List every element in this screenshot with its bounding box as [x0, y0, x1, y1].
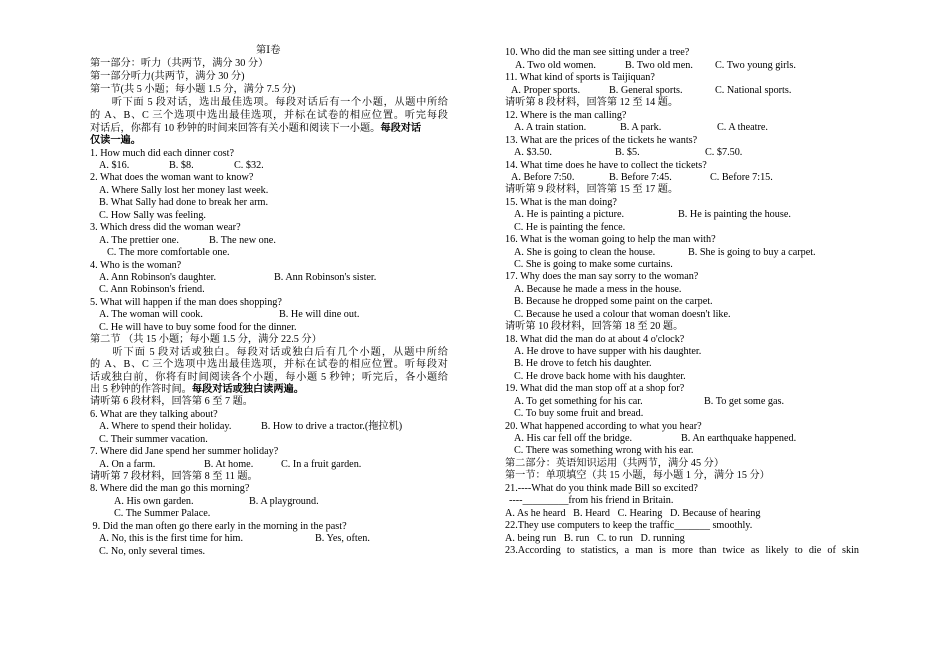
- instruction1-line1: 听下面 5 段对话，选出最佳选项。每段对话后有一个小题，从题中所给: [90, 97, 448, 108]
- part2-section1-title: 第一节：单项填空（共 15 小题，每小题 1 分，满分 15 分）: [505, 470, 770, 481]
- instruction1-line2: 的 A、B、C 三个选项中选出最佳选项，并标在试卷的相应位置。听完每段: [90, 110, 448, 121]
- question-10: 10. Who did the man see sitting under a tree?: [505, 47, 690, 58]
- q13-option-c: C. $7.50.: [705, 147, 743, 158]
- q10-option-a: A. Two old women.: [515, 60, 596, 71]
- instruction2-line1: 听下面 5 段对话或独白。每段对话或独白后有几个小题，从题中所给: [90, 347, 448, 358]
- q12-option-a: A. A train station.: [514, 122, 587, 133]
- question-4: 4. Who is the woman?: [90, 260, 182, 271]
- q18-option-c: C. He drove back home with his daughter.: [514, 371, 686, 382]
- question-18: 18. What did the man do at about 4 o'clock?: [505, 334, 685, 345]
- q16-option-a: A. She is going to clean the house.: [514, 247, 656, 258]
- q13-option-a: A. $3.50.: [514, 147, 552, 158]
- instruction2-text: 出 5 秒钟的作答时间。: [90, 384, 192, 395]
- question-19: 19. What did the man stop off at a shop for?: [505, 383, 685, 394]
- part1-title-alt: 第一部分听力(共两节，满分 30 分): [90, 71, 245, 82]
- question-15: 15. What is the man doing?: [505, 197, 617, 208]
- instruction1-line4: 仅读一遍。: [90, 135, 141, 146]
- q2-option-b: B. What Sally had done to break her arm.: [99, 197, 268, 208]
- q2-option-a: A. Where Sally lost her money last week.: [99, 185, 269, 196]
- q14-option-b: B. Before 7:45.: [609, 172, 672, 183]
- q7-option-c: C. In a fruit garden.: [281, 459, 362, 470]
- instruction2-line3: 话或独白前，你将有时间阅读各个小题，每小题 5 秒钟；听完后，各小题给: [90, 372, 448, 383]
- q16-option-c: C. She is going to make some curtains.: [514, 259, 673, 270]
- q15-option-b: B. He is painting the house.: [678, 209, 791, 220]
- question-7: 7. Where did Jane spend her summer holiday?: [90, 446, 279, 457]
- q16-option-b: B. She is going to buy a carpet.: [688, 247, 816, 258]
- q9-option-c: C. No, only several times.: [99, 546, 206, 557]
- q11-option-a: A. Proper sports.: [511, 85, 581, 96]
- q7-option-a: A. On a farm.: [99, 459, 156, 470]
- material-10: 请听第 10 段材料，回答第 18 至 20 题。: [505, 321, 684, 332]
- instruction1-text: 对话后，你都有 10 秒钟的时间来回答有关小题和阅读下一小题。: [90, 123, 381, 134]
- q3-option-b: B. The new one.: [209, 235, 276, 246]
- question-23: 23.According to statistics, a man is more than twice as likely to die of skin: [505, 545, 859, 556]
- q1-option-b: B. $8.: [169, 160, 194, 171]
- material-6: 请听第 6 段材料，回答第 6 至 7 题。: [90, 396, 253, 407]
- question-22: 22.They use computers to keep the traffic_______ smoothly.: [505, 520, 753, 531]
- q17-option-c: C. Because he used a colour that woman doesn't like.: [514, 309, 731, 320]
- material-9: 请听第 9 段材料，回答第 15 至 17 题。: [505, 184, 679, 195]
- q2-option-c: C. How Sally was feeling.: [99, 210, 206, 221]
- q4-option-a: A. Ann Robinson's daughter.: [99, 272, 217, 283]
- q21-answer-line: ----_________from his friend in Britain.: [509, 495, 674, 506]
- question-16: 16. What is the woman going to help the man with?: [505, 234, 716, 245]
- material-7: 请听第 7 段材料，回答第 8 至 11 题。: [90, 471, 258, 482]
- material-8: 请听第 8 段材料，回答第 12 至 14 题。: [505, 97, 679, 108]
- question-9: 9. Did the man often go there early in the morning in the past?: [90, 521, 347, 532]
- question-6: 6. What are they talking about?: [90, 409, 218, 420]
- q14-option-c: C. Before 7:15.: [710, 172, 773, 183]
- q19-option-a: A. To get something for his car.: [514, 396, 643, 407]
- q14-option-a: A. Before 7:50.: [511, 172, 575, 183]
- q9-option-a: A. No, this is the first time for him.: [99, 533, 244, 544]
- question-5: 5. What will happen if the man does shopping?: [90, 297, 282, 308]
- question-12: 12. Where is the man calling?: [505, 110, 627, 121]
- instruction1-line3: [90, 123, 448, 135]
- question-14: 14. What time does he have to collect the tickets?: [505, 160, 707, 171]
- q3-option-a: A. The prettier one.: [99, 235, 179, 246]
- question-2: 2. What does the woman want to know?: [90, 172, 254, 183]
- q20-option-b: B. An earthquake happened.: [681, 433, 797, 444]
- question-1: 1. How much did each dinner cost?: [90, 148, 234, 159]
- q7-option-b: B. At home.: [204, 459, 254, 470]
- question-17: 17. Why does the man say sorry to the woman?: [505, 271, 699, 282]
- question-20: 20. What happened according to what you hear?: [505, 421, 702, 432]
- q6-option-a: A. Where to spend their holiday.: [99, 421, 232, 432]
- q17-option-b: B. Because he dropped some paint on the carpet.: [514, 296, 713, 307]
- part2-title: 第二部分：英语知识运用（共两节，满分 45 分）: [505, 458, 725, 469]
- q10-option-c: C. Two young girls.: [715, 60, 796, 71]
- q4-option-b: B. Ann Robinson's sister.: [274, 272, 377, 283]
- paper-header: 第Ⅰ卷: [256, 45, 281, 56]
- q8-option-b: B. A playground.: [249, 496, 319, 507]
- q5-option-a: A. The woman will cook.: [99, 309, 203, 320]
- instruction2-bold: 每段对话或独白读两遍。: [191, 384, 304, 395]
- q11-option-b: B. General sports.: [609, 85, 683, 96]
- q5-option-b: B. He will dine out.: [279, 309, 360, 320]
- q20-option-a: A. His car fell off the bridge.: [514, 433, 633, 444]
- q9-option-b: B. Yes, often.: [315, 533, 370, 544]
- q12-option-b: B. A park.: [620, 122, 662, 133]
- q15-option-a: A. He is painting a picture.: [514, 209, 625, 220]
- q1-option-c: C. $32.: [234, 160, 264, 171]
- q13-option-b: B. $5.: [615, 147, 640, 158]
- section2-title: 第二节 （共 15 小题；每小题 1.5 分，满分 22.5 分）: [90, 334, 322, 345]
- question-8: 8. Where did the man go this morning?: [90, 483, 250, 494]
- q6-option-b: B. How to drive a tractor.(拖拉机): [261, 421, 403, 432]
- section1-title: 第一节(共 5 小题；每小题 1.5 分，满分 7.5 分): [90, 84, 296, 95]
- q15-option-c: C. He is painting the fence.: [514, 222, 626, 233]
- q21-options: A. As he heard B. Heard C. Hearing D. Because of hearing: [505, 508, 761, 519]
- q18-option-a: A. He drove to have supper with his daughter.: [514, 346, 702, 357]
- q4-option-c: C. Ann Robinson's friend.: [99, 284, 205, 295]
- q5-option-c: C. He will have to buy some food for the dinner.: [99, 322, 297, 333]
- q19-option-b: B. To get some gas.: [704, 396, 785, 407]
- part1-title: 第一部分：听力（共两节，满分 30 分）: [90, 58, 269, 69]
- q3-option-c: C. The more comfortable one.: [107, 247, 230, 258]
- instruction2-line4: [90, 384, 304, 396]
- q11-option-c: C. National sports.: [715, 85, 792, 96]
- q19-option-c: C. To buy some fruit and bread.: [514, 408, 644, 419]
- q6-option-c: C. Their summer vacation.: [99, 434, 208, 445]
- q18-option-b: B. He drove to fetch his daughter.: [514, 358, 652, 369]
- q20-option-c: C. There was something wrong with his ear.: [514, 445, 694, 456]
- instruction2-line2: 的 A、B、C 三个选项中选出最佳选项，并标在试卷的相应位置。听每段对: [90, 359, 448, 370]
- q22-options: A. being run B. run C. to run D. running: [505, 533, 685, 544]
- question-3: 3. Which dress did the woman wear?: [90, 222, 241, 233]
- question-13: 13. What are the prices of the tickets he wants?: [505, 135, 698, 146]
- question-21: 21.----What do you think made Bill so excited?: [505, 483, 698, 494]
- q8-option-a: A. His own garden.: [114, 496, 194, 507]
- instruction1-bold: 每段对话: [380, 123, 422, 134]
- q12-option-c: C. A theatre.: [717, 122, 768, 133]
- q8-option-c: C. The Summer Palace.: [114, 508, 211, 519]
- question-11: 11. What kind of sports is Taijiquan?: [505, 72, 655, 83]
- q1-option-a: A. $16.: [99, 160, 130, 171]
- q10-option-b: B. Two old men.: [625, 60, 693, 71]
- q17-option-a: A. Because he made a mess in the house.: [514, 284, 682, 295]
